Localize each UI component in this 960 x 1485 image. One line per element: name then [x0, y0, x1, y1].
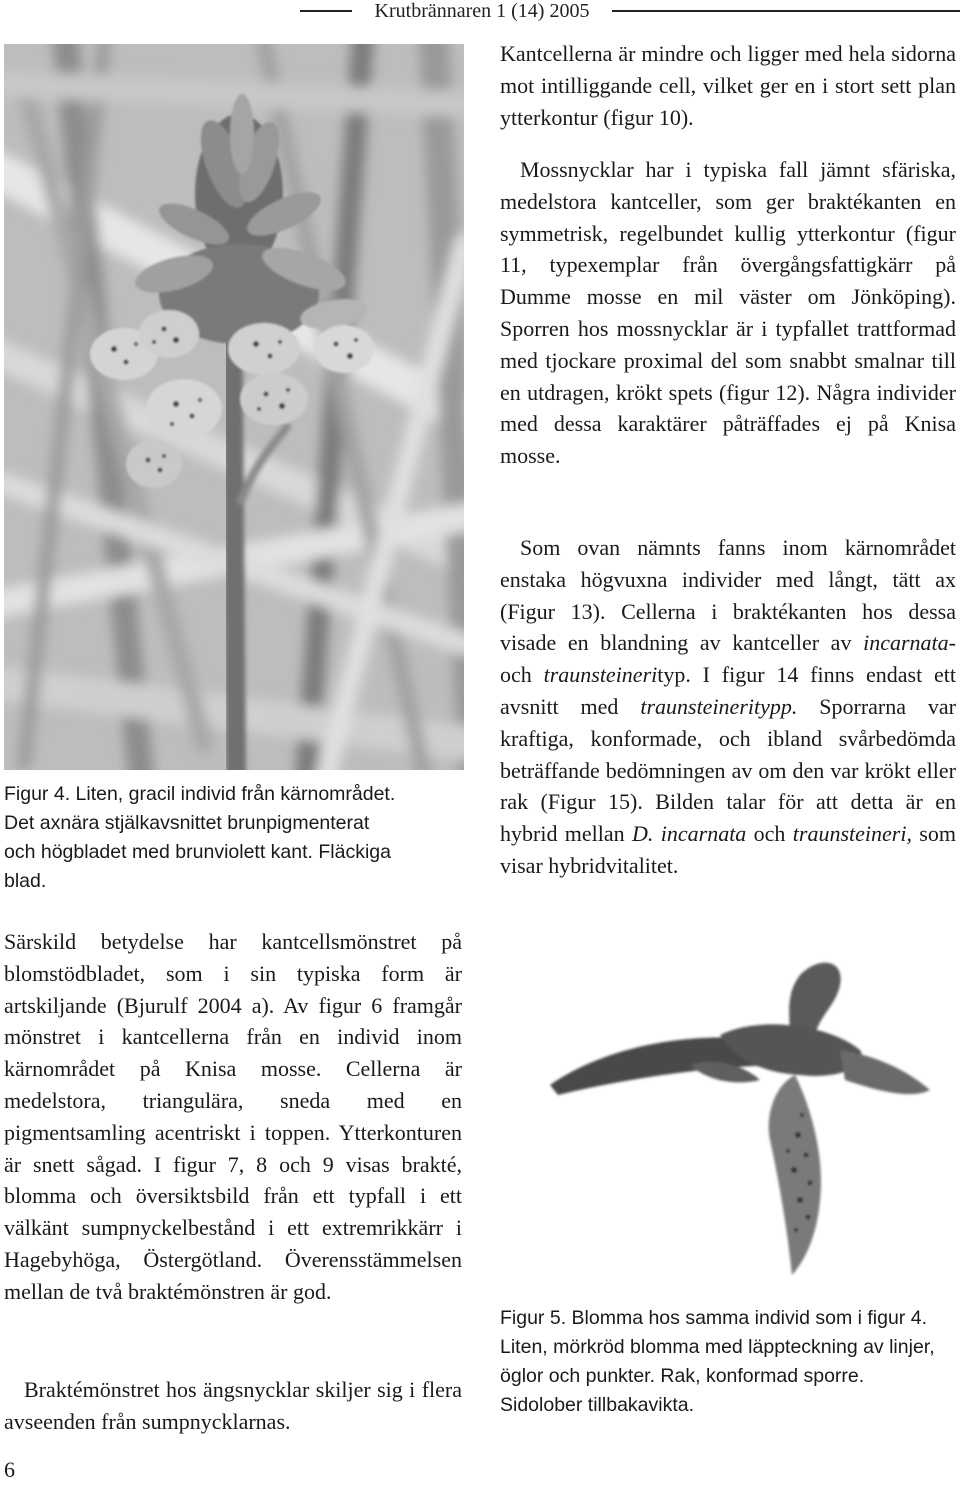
header-rule-left — [300, 10, 352, 12]
right-paragraph-3 — [500, 532, 956, 882]
p3-text-4: Sporrarna var kraftiga, konformade, och ibland svårbedömda beträffande bedömningen av om den var krökt eller rak (Figur 15). Bilden talar för att detta är en hybrid mellan — [500, 693, 956, 847]
p3-em-incarnata: incarnata- — [863, 630, 956, 656]
left-paragraph-2: Braktémönstret hos ängsnycklar skiljer sig i flera avseenden från sumpnycklarnas. — [4, 1377, 462, 1434]
header-rule-right — [612, 10, 960, 12]
right-paragraph-2: Mossnycklar har i typiska fall jämnt sfäriska, medelstora kantceller, som ger braktékanten en symmetrisk, regelbundet kullig ytterkontur (figur 11, typexemplar från övergångsfattigkärr på Dumme mosse en mil väster om Jönköping). Sporren hos mossnycklar är i typfallet trattformad med tjockare proximal del som snabbt smalnar till en utdragen, krökt spets (figur 12). Några individer med dessa karaktärer påträffades ej på Knisa mosse. — [500, 157, 956, 469]
p3-em-traunsteineri: traunsteineri — [543, 662, 658, 688]
p3-text-1: Som ovan nämnts fanns inom kärnområdet enstaka högvuxna individer med långt, tätt ax (Figur 13). Cellerna i braktékanten hos dessa visade en blandning av kantceller av — [500, 535, 956, 656]
figure4-caption: Figur 4. Liten, gracil individ från kärnområdet. Det axnära stjälkavsnittet brunpigmenterat och högbladet med brunviolett kant. Fläckiga blad. — [4, 783, 396, 892]
right-paragraph-1: Kantcellerna är mindre och ligger med hela sidorna mot intilliggande cell, vilket ger en i stort sett plan ytterkontur (figur 10). — [500, 41, 956, 130]
p3-text-5: och — [746, 821, 793, 847]
p3-text-3: typ. I figur 14 finns endast ett avsnitt med — [500, 662, 956, 719]
figure4-orchid-photo — [4, 44, 464, 770]
p3-em-traunsteineritypp: traunsteineritypp. — [640, 693, 798, 719]
p3-text-6: som visar hybridvitalitet. — [500, 821, 956, 878]
p3-em-d-incarnata: D. incarnata — [632, 821, 747, 847]
left-paragraph-1: Särskild betydelse har kantcellsmönstret på blomstödbladet, som i sin typiska form är artskiljande (Bjurulf 2004 a). Av figur 6 framgår mönstret i kantcellerna från en individ inom kärnområdet på Knisa mosse. Cellerna är medelstora, triangulära, sneda med en pigmentsamling acentriskt i toppen. Ytterkonturen är snett sågad. I figur 7, 8 och 9 visas brakté, blomma och översiktsbild från ett typfall i ett välkänt sumpnyckelbestånd i ett extremrikkärr i Hagebyhöga, Östergötland. Överensstämmelsen mellan de två braktémönstren är god. — [4, 929, 462, 1304]
running-header: Krutbrännaren 1 (14) 2005 — [374, 0, 590, 22]
figure5-caption: Figur 5. Blomma hos samma individ som i figur 4. Liten, mörkröd blomma med läppteckning av linjer, öglor och punkter. Rak, konformad sporre. Sidolober tillbakavikta. — [500, 1307, 935, 1416]
figure5-flower-photo — [540, 955, 940, 1285]
p3-em-traunsteineri-2: traunsteineri, — [792, 821, 912, 847]
p3-text-2: och — [500, 662, 544, 688]
page-number: 6 — [4, 1457, 15, 1482]
